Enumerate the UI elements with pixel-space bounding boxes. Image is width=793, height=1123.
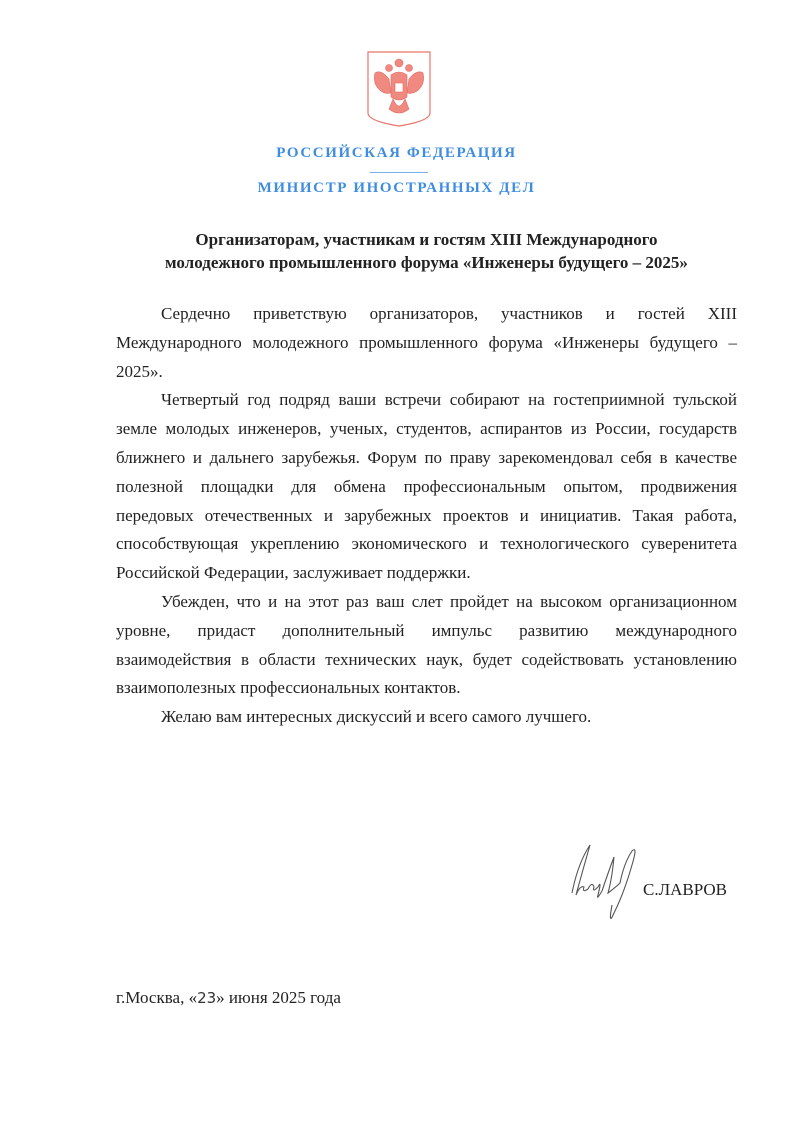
place-date — [116, 988, 341, 1008]
letter-body — [116, 300, 737, 732]
date-day: 23 — [197, 989, 217, 1007]
letterhead-country: РОССИЙСКАЯ ФЕДЕРАЦИЯ — [276, 145, 517, 161]
paragraph: Желаю вам интересных дискуссий и всего самого лучшего. — [161, 707, 592, 727]
letter-title — [100, 228, 753, 274]
title-line-1: Организаторам, участникам и гостям XIII Международного — [195, 230, 658, 249]
paragraph: Убежден, что и на этот раз ваш слет пройдет на высоком организационном уровне, придаст дополнительный импульс развитию международного взаимодействия в области технических наук, будет содействовать установлению взаимополезных профессиональных контактов. — [116, 591, 737, 698]
paragraph: Сердечно приветствую организаторов, участников и гостей XIII Международного молодежного промышленного форума «Инженеры будущего – 2025». — [116, 304, 737, 381]
coat-of-arms-emblem — [367, 51, 431, 127]
paragraph: Четвертый год подряд ваши встречи собирают на гостеприимной тульской земле молодых инженеров, ученых, студентов, аспирантов из России, государств ближнего и дальнего зарубежья. Форум по праву зарекомендовал себя в качестве полезной площадки для обмена профессиональным опытом, продвижения передовых отечественных и зарубежных проектов и инициатив. Такая работа, способствующая укреплению экономического и технологического суверенитета Российской Федерации, заслуживает поддержки. — [116, 390, 737, 583]
letterhead-divider — [370, 172, 428, 173]
title-line-2: молодежного промышленного форума «Инженеры будущего – 2025» — [165, 253, 688, 272]
letterhead-office: МИНИСТР ИНОСТРАННЫХ ДЕЛ — [257, 180, 536, 196]
signatory-name: С.ЛАВРОВ — [643, 880, 728, 899]
date-suffix: » июня 2025 года — [216, 988, 341, 1007]
date-prefix: г.Москва, « — [116, 988, 198, 1007]
handwritten-signature — [568, 843, 648, 929]
